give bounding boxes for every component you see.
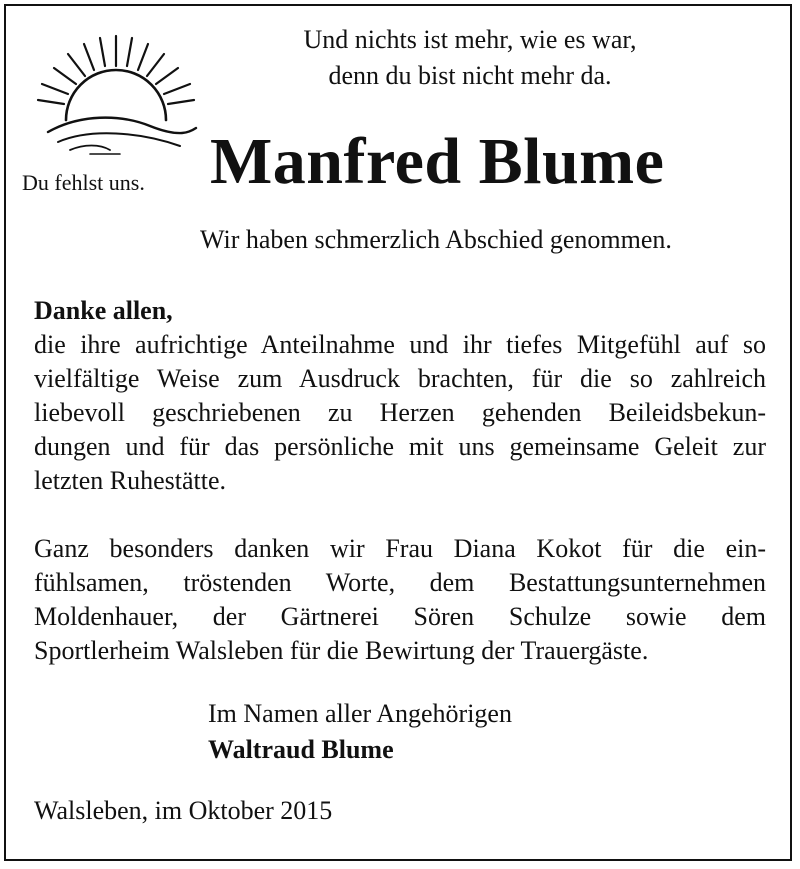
signature [208,696,512,768]
thanks-heading: Danke allen, [34,296,173,325]
verse [250,22,690,94]
verse-line: Und nichts ist mehr, wie es war, [303,25,637,54]
thanks-line: letzten Ruhestätte. [34,466,227,495]
thanks-line: vielfältige Weise zum Ausdruck brachten, für die so zahlreich [34,364,766,393]
thanks-line: die ihre aufrichtige Anteilnahme und ihr tiefes Mitgefühl auf so [34,330,766,359]
thanks-paragraph [34,294,766,498]
motto: Du fehlst uns. [22,170,145,195]
sun-over-hills-icon [30,28,200,158]
farewell-line: Wir haben schmerzlich Abschied genommen. [200,225,672,254]
deceased-name: Manfred Blume [210,125,665,198]
place-date: Walsleben, im Oktober 2015 [34,796,333,825]
thanks-line: liebevoll geschriebenen zu Herzen gehenden Beileidsbekun- [34,398,766,427]
special-thanks-line: Ganz besonders danken wir Frau Diana Kokot für die ein- [34,534,766,563]
special-thanks-line: Sportlerheim Walsleben für die Bewirtung der Trauergäste. [34,636,649,665]
special-thanks-line: fühlsamen, tröstenden Worte, dem Bestattungsunternehmen [34,568,766,597]
special-thanks-line: Moldenhauer, der Gärtnerei Sören Schulze sowie dem [34,602,766,631]
signature-name: Waltraud Blume [208,735,394,764]
signature-intro: Im Namen aller Angehörigen [208,699,512,728]
special-thanks-paragraph [34,532,766,668]
thanks-line: dungen und für das persönliche mit uns gemeinsame Geleit zur [34,432,766,461]
verse-line: denn du bist nicht mehr da. [328,61,612,90]
